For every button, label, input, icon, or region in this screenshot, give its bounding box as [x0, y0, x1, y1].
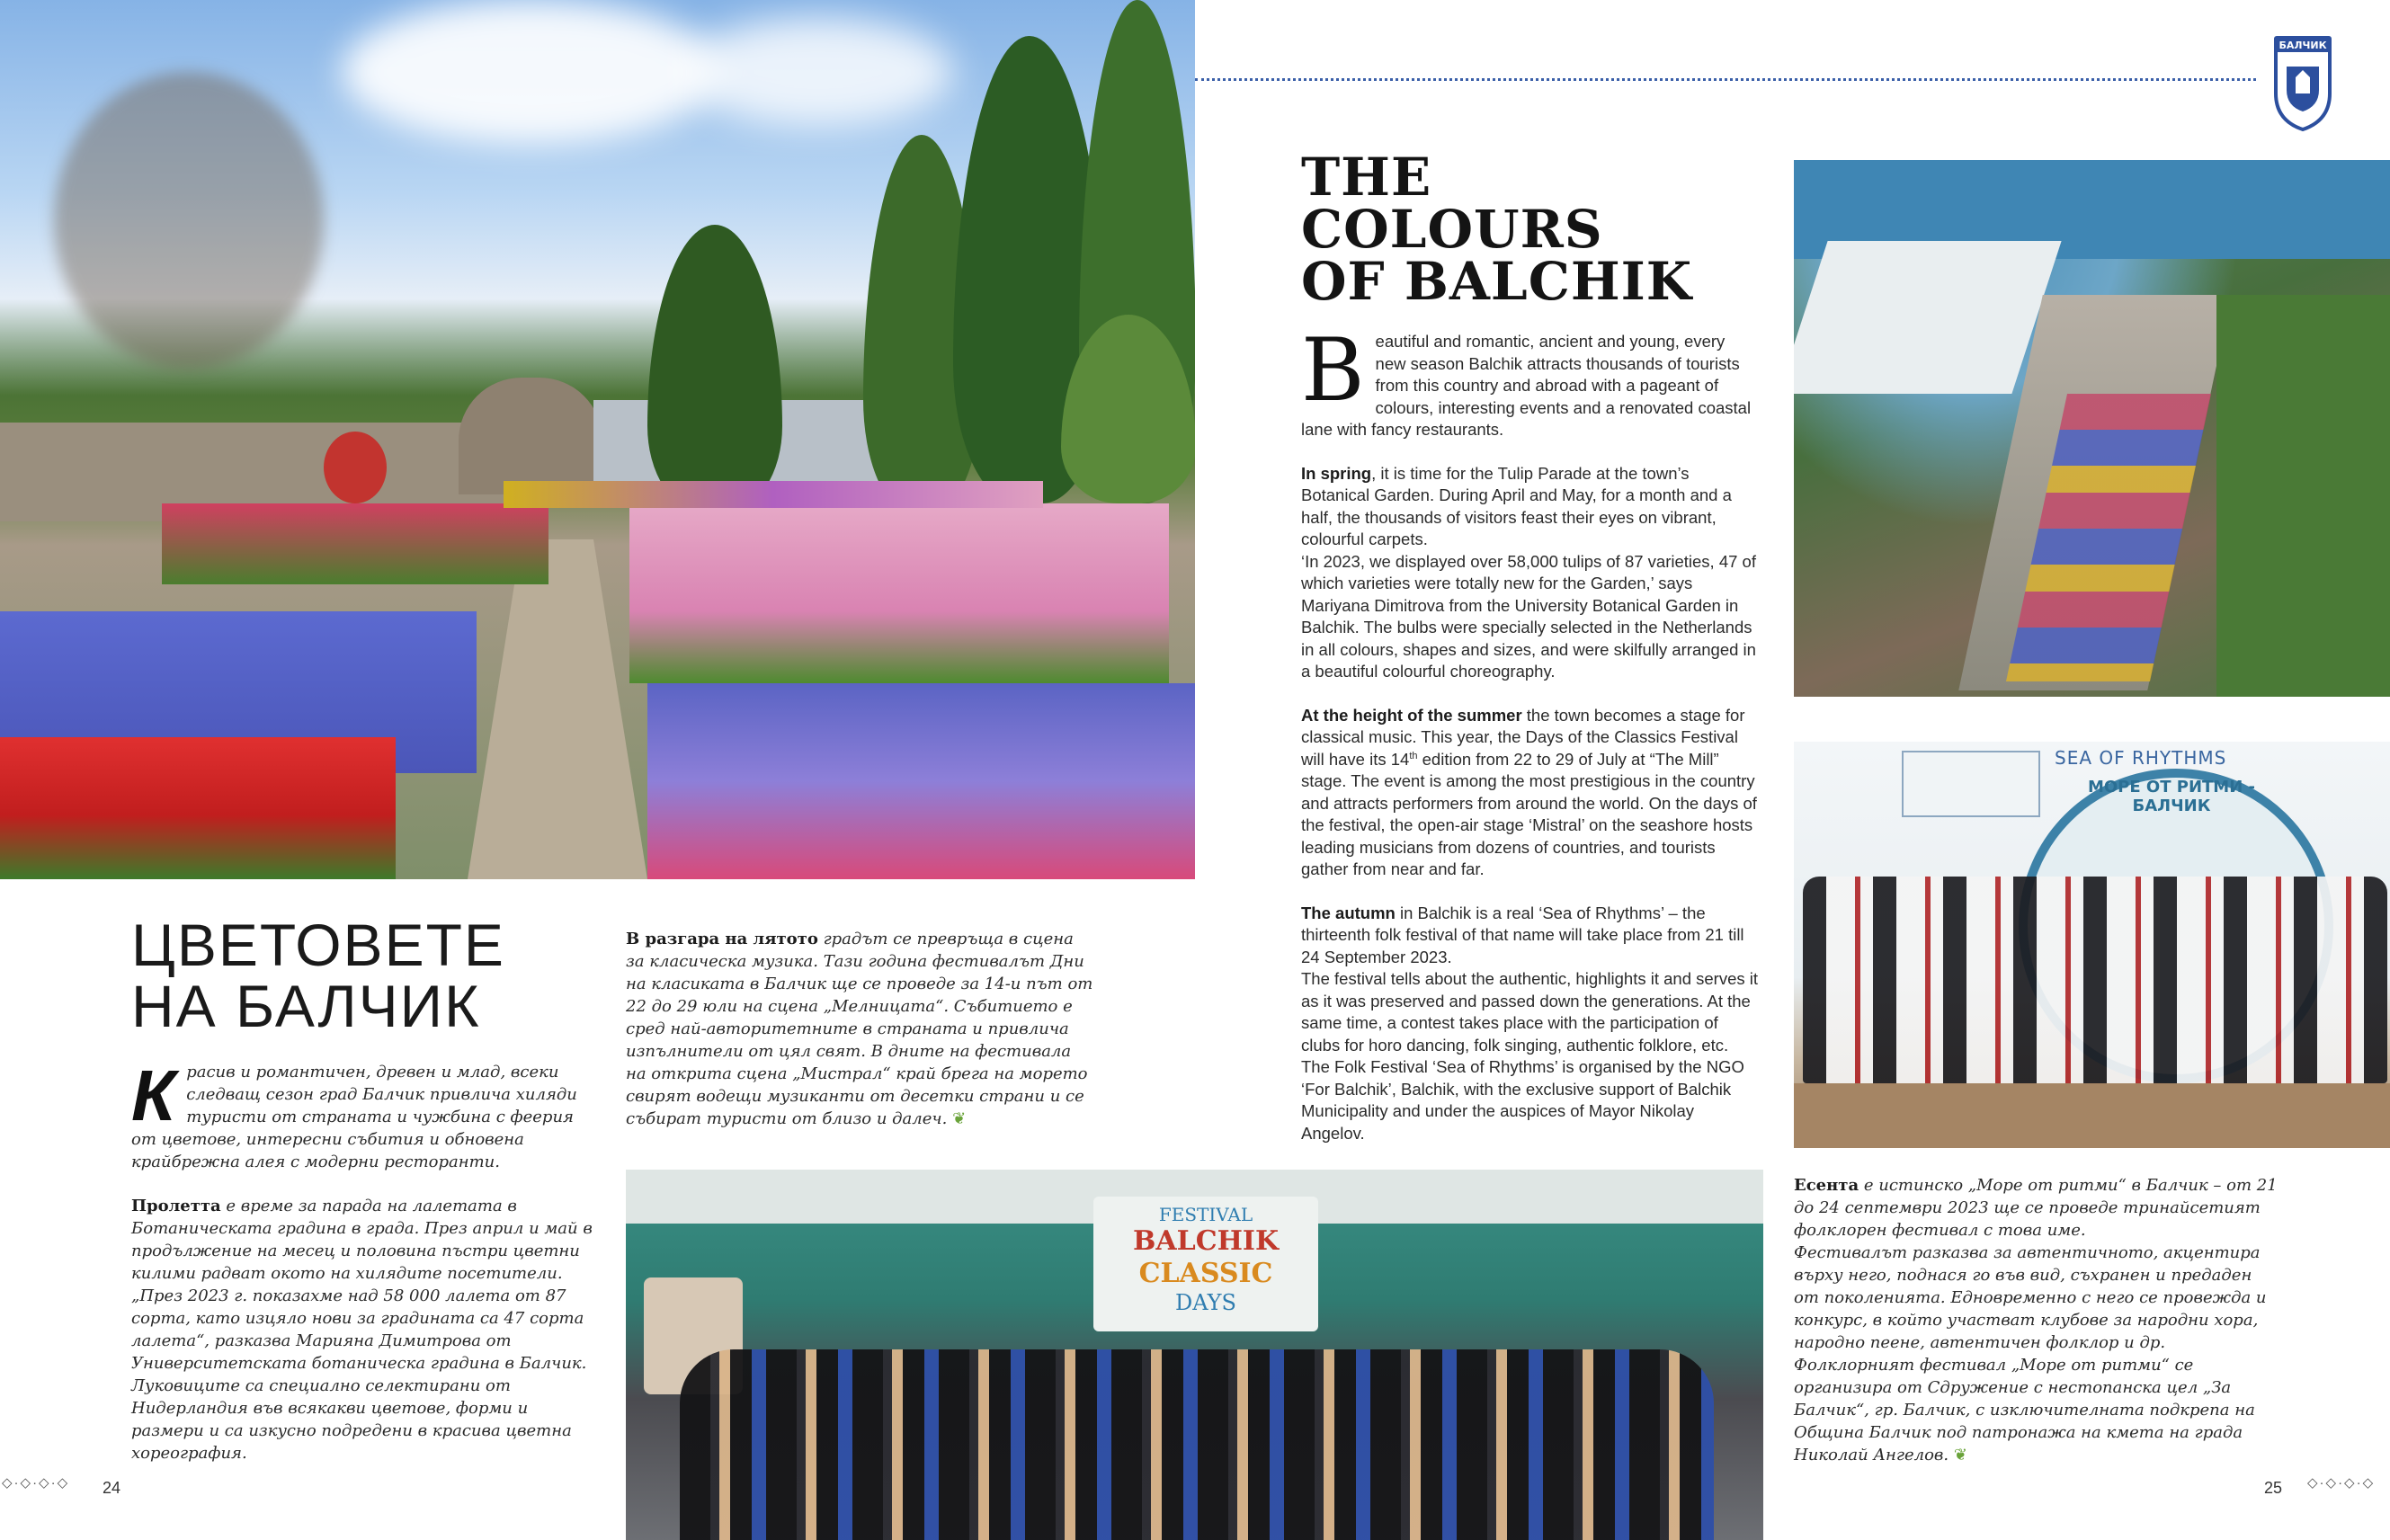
english-autumn-text: in Balchik is a real ‘Sea of Rhythms’ – the thirteenth folk festival of that name will take place from 21 till 24 September 2023.	[1301, 903, 1744, 966]
orchestra-banner-line-2: BALCHIK	[1132, 1225, 1280, 1257]
english-title-line-2: COLOURS	[1301, 199, 1603, 260]
bulgarian-autumn-organiser	[1794, 1354, 2279, 1466]
english-spring-lead: In spring	[1301, 463, 1372, 483]
folk-dancers-photo	[1794, 742, 2390, 1148]
bulgarian-intro-text: расив и романтичен, древен и млад, всеки следващ сезон град Балчик привлича хиляди туристи от страната и чужбина с феерия от цветове, интересни събития и обновена крайбрежна алея с модерни ресторанти.	[131, 1063, 577, 1171]
bulgarian-spring-lead: Пролетта	[131, 1197, 221, 1215]
english-intro-paragraph	[1301, 320, 1760, 441]
english-title-line-1: THE	[1301, 147, 1432, 208]
english-autumn-organiser: The Folk Festival ‘Sea of Rhythms’ is organised by the NGO ‘For Balchik’, Balchik, with the exclusive support of Balchik Municipality and under the auspices of Mayor Nikolay Angelov.	[1301, 1057, 1744, 1143]
orchestra-banner-line-1: FESTIVAL	[1158, 1204, 1253, 1225]
bulgarian-spring-paragraph	[131, 1195, 599, 1285]
bulgarian-summer-lead: В разгара на лятото	[626, 930, 818, 948]
english-spring-paragraph	[1301, 463, 1760, 551]
bulgarian-autumn-text: е истинско „Море от ритми“ в Балчик – от 21 до 24 септември 2023 ще се проведе тринайсетият фолклорен фестивал с това име.	[1794, 1176, 2278, 1240]
dancers-banner-text: SEA OF RHYTHMS	[2055, 747, 2227, 769]
orchestra-banner-line-4: DAYS	[1175, 1290, 1236, 1315]
bulgarian-autumn-lead: Есента	[1794, 1176, 1859, 1195]
bulgarian-summer-paragraph	[626, 928, 1093, 1130]
bulgarian-title	[131, 912, 599, 1039]
bulgarian-drop-cap: К	[131, 1055, 176, 1135]
bulgarian-autumn-org-text: Фолклорният фестивал „Море от ритми“ се организира от Сдружение с нестопанска цел „За Балчик“, гр. Балчик, с изключителната подкрепа на Община Балчик под патронажа на кмета на града Николай Ангелов.	[1794, 1356, 2255, 1464]
dancers-ring-text: МОРЕ ОТ РИТМИ - БАЛЧИК	[2087, 778, 2256, 815]
left-folio-ornament: ◇·◇·◇·◇	[2, 1475, 70, 1491]
botanical-garden-tulips-photo	[0, 0, 1195, 879]
botanical-garden-aerial-photo	[1794, 160, 2390, 697]
bulgarian-title-line-2: НА БАЛЧИК	[131, 972, 481, 1039]
english-drop-cap: B	[1301, 320, 1365, 421]
bulgarian-intro-paragraph	[131, 1055, 599, 1173]
end-mark-icon: ❦	[1953, 1446, 1967, 1464]
english-summer-lead: At the height of the summer	[1301, 705, 1522, 725]
bulgarian-column-right	[1794, 1174, 2279, 1488]
english-summer-paragraph	[1301, 705, 1760, 881]
english-autumn-paragraph	[1301, 903, 1760, 969]
dotted-header-rule	[1195, 78, 2256, 81]
page-number-right: 25	[2264, 1479, 2283, 1497]
english-title-line-3: OF BALCHIK	[1301, 251, 1693, 312]
english-summer-sup: th	[1409, 750, 1418, 761]
english-autumn-more: The festival tells about the authentic, highlights it and serves it as it was preserved and passed down the generations. At the same time, a contest takes place with the participation of clubs for horo dancing, folk singing, authentic folklore, etc.	[1301, 969, 1759, 1055]
english-intro-text: eautiful and romantic, ancient and young, every new season Balchik attracts thousands of tourists from this country and abroad with a pageant of colours, interesting events and a renovated coastal lane with fancy restaurants.	[1301, 332, 1752, 439]
bulgarian-spring-quote: „През 2023 г. показахме над 58 000 лалета от 87 сорта, като изцяло нови за градината са 47 сорта лалета“, разказва Марияна Димитрова от Университетската ботаническа градина в Балчик.	[131, 1286, 587, 1373]
balchik-coat-of-arms-icon	[2270, 31, 2335, 131]
english-spring-text: , it is time for the Tulip Parade at the town’s Botanical Garden. During April and May, for a month and a half, the thousands of visitors feast their eyes on vibrant, colourful carpets.	[1301, 463, 1732, 548]
bulgarian-autumn-paragraph	[1794, 1174, 2279, 1242]
page-number-left: 24	[103, 1479, 121, 1497]
classic-days-orchestra-photo	[626, 1170, 1763, 1540]
bulgarian-spring-bulbs: Луковиците са специално селектирани от Нидерландия във всякакви цветове, форми и размери и са изкусно подредени в красива цветна хореография.	[131, 1376, 572, 1463]
right-folio-ornament: ◇·◇·◇·◇	[2307, 1475, 2376, 1491]
end-mark-icon: ❦	[952, 1109, 967, 1128]
bulgarian-summer-text: градът се превръща в сцена за класическа музика. Тази година фестивалът Дни на класиката в Балчик ще се проведе за 14-и път от 22 до 29 юли на сцена „Мелницата“. Събитието е сред най-авторитетните в страната и привлича изпълнители от цял свят. В дните на фестивала на открита сцена „Мистрал“ край брега на морето свирят водещи музиканти от десетки страни и се събират туристи от близо и далеч.	[626, 930, 1093, 1128]
bulgarian-title-line-1: ЦВЕТОВЕТЕ	[131, 912, 505, 978]
bulgarian-column-left	[131, 1055, 599, 1486]
orchestra-banner-line-3: CLASSIC	[1138, 1258, 1273, 1289]
english-article-body	[1301, 320, 1760, 1166]
english-autumn-lead: The autumn	[1301, 903, 1396, 922]
english-spring-quote: ‘In 2023, we displayed over 58,000 tulips of 87 varieties, 47 of which varieties were totally new for the Garden,’ says Mariyana Dimitrova from the University Botanical Garden in Balchik. The bulbs were specially selected in the Netherlands in all colours, shapes and sizes, and were skilfully arranged in a beautiful colourful choreography.	[1301, 551, 1756, 681]
crest-label: БАЛЧИК	[2279, 40, 2327, 51]
bulgarian-column-middle	[626, 928, 1093, 1152]
english-title	[1301, 147, 1733, 312]
english-summer-text-1: the town becomes a stage for classical music. This year, the Days of the Classics Festival will have its 14	[1301, 705, 1745, 769]
bulgarian-spring-text: е време за парада на лалетата в Ботаническата градина в града. През април и май в продължение на месец и половина пъстри цветни килими радват окото на хилядите посетители.	[131, 1197, 593, 1283]
bulgarian-autumn-more: Фестивалът разказва за автентичното, акцентира върху него, поднася го във вид, съхранен и предаден от поколенията. Едновременно с него се провежда и конкурс, в който участват клубове за народни хора, народно пеене, автентичен фолклор и др.	[1794, 1243, 2267, 1352]
english-summer-text-2: edition from 22 to 29 of July at “The Mill” stage. The event is among the most prestigious in the country and attracts performers from around the world. On the days of the festival, the open-air stage ‘Mistral’ on the seashore hosts leading musicians from dozens of countries, and tourists gather from near and far.	[1301, 749, 1757, 878]
